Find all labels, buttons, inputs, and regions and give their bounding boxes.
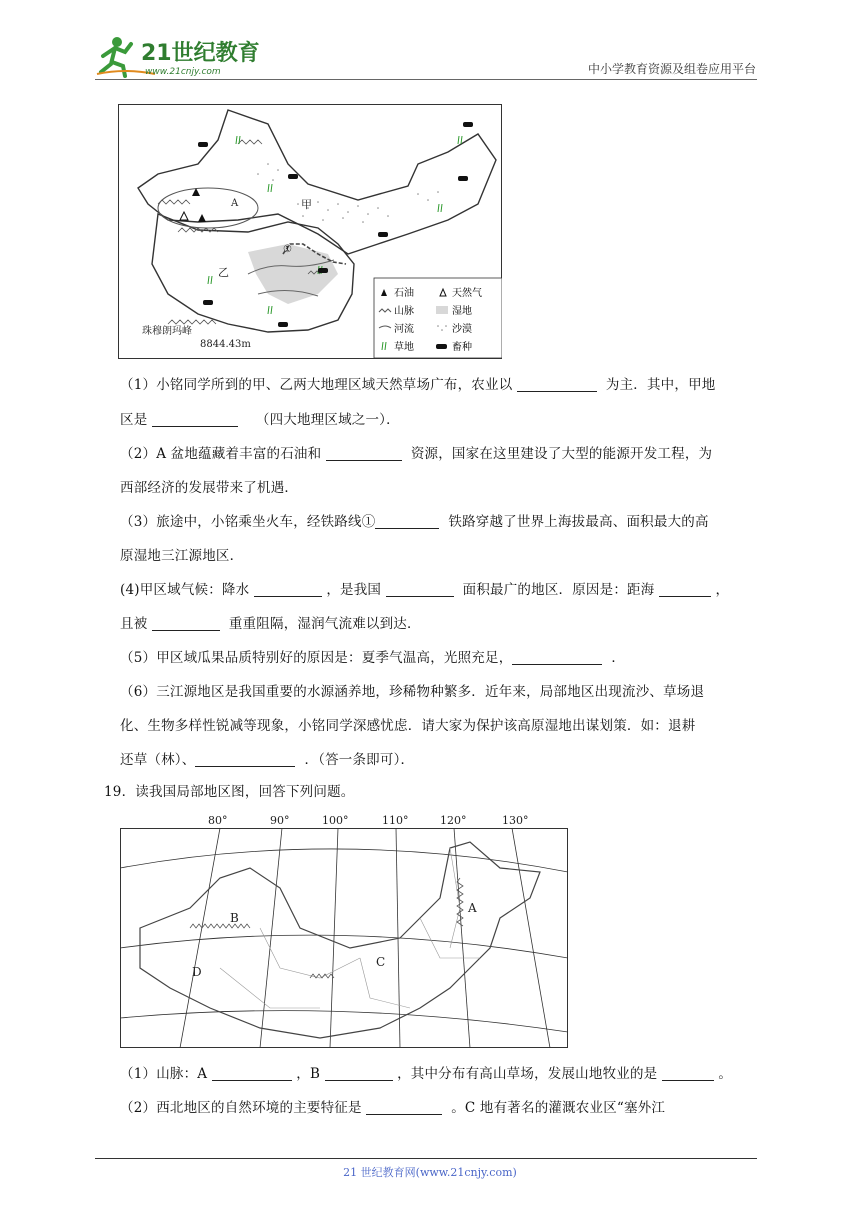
svg-text:石油: 石油 [394,288,414,299]
site-logo [95,34,260,78]
longitude-label: 130° [502,814,529,827]
peak-name: 珠穆朗玛峰 [142,326,192,337]
label-jia: 甲 [301,198,312,211]
answer-blank[interactable] [662,1066,714,1081]
map-legend [374,278,502,358]
answer-blank[interactable] [366,1100,442,1115]
answer-blank[interactable] [212,1066,292,1081]
footer-text: 21 世纪教育网(www.21cnjy.com) [343,1166,517,1179]
label-a: A [231,198,239,209]
longitude-labels [208,814,529,827]
label-b: B [230,911,239,925]
header-divider [95,79,757,80]
longitude-label: 120° [440,814,467,827]
svg-text:湿地: 湿地 [452,306,472,317]
q18-part-6: （6）三江源地区是我国重要的水源涵养地，珍稀物种繁多．近年来，局部地区出现流沙、草场退 [120,684,705,700]
svg-text:www.21cnjy.com: www.21cnjy.com [145,67,221,77]
answer-blank[interactable] [152,616,220,631]
label-circle-1: ① [283,244,292,255]
answer-blank[interactable] [325,1066,393,1081]
q18-part-1-cont: 区是 （四大地理区域之一）． [120,412,400,428]
q18-part-6-cont: 化、生物多样性锐减等现象，小铭同学深感忧虑．请大家为保护该高原湿地出谋划策．如：退耕 [120,718,696,734]
q18-part-4: (4)甲区域气候：降水 ，是我国 面积最广的地区．原因是：距海 ， [120,582,730,598]
longitude-label: 110° [382,814,409,827]
footer-divider [95,1158,757,1159]
longitude-label: 90° [270,814,290,827]
answer-blank[interactable] [326,446,402,461]
label-c: C [376,955,386,969]
livestock-icon [436,344,447,349]
answer-blank[interactable] [152,412,238,427]
longitude-label: 100° [322,814,349,827]
q18-part-1: （1）小铭同学所到的甲、乙两大地理区域天然草场广布，农业以 为主．其中，甲地 [120,377,716,393]
q19-title: 19．读我国局部地区图，回答下列问题。 [104,784,355,800]
svg-text:山脉: 山脉 [394,306,414,317]
svg-text:畜种: 畜种 [452,342,472,353]
q18-part-2: （2）A 盆地蕴藏着丰富的石油和 资源，国家在这里建设了大型的能源开发工程，为 [120,446,713,462]
q18-part-5: （5）甲区域瓜果品质特别好的原因是：夏季气温高，光照充足， ． [120,650,626,666]
q18-part-6-cont2: 还草（林）、 ．（答一条即可）． [120,752,415,768]
q18-part-3: （3）旅途中，小铭乘坐火车，经铁路线① 铁路穿越了世界上海拔最高、面积最大的高 [120,514,709,530]
label-yi: 乙 [218,266,229,279]
peak-height: 8844.43m [200,339,251,350]
wetland-icon [436,306,448,314]
svg-text:天然气: 天然气 [452,288,482,299]
answer-blank[interactable] [659,582,711,597]
label-a: A [468,901,477,915]
label-d: D [192,965,202,979]
q19-part-1: （1）山脉：A ，B ，其中分布有高山草场，发展山地牧业的是 。 [120,1066,733,1082]
answer-blank[interactable] [375,514,439,529]
q18-part-2-cont: 西部经济的发展带来了机遇． [120,480,299,496]
answer-blank[interactable] [195,752,295,767]
q18-part-4-cont: 且被 重重阻隔，湿润气流难以到达． [120,616,421,632]
china-region-map [120,808,568,1048]
longitude-label: 80° [208,814,228,827]
q18-part-3-cont: 原湿地三江源地区． [120,548,244,564]
svg-text:草地: 草地 [394,342,414,353]
q19-part-2: （2）西北地区的自然环境的主要特征是 。C 地有著名的灌溉农业区“塞外江 [120,1100,666,1116]
answer-blank[interactable] [517,377,597,392]
northwest-tibet-map [118,104,502,359]
svg-text:河流: 河流 [394,324,414,335]
answer-blank[interactable] [254,582,322,597]
answer-blank[interactable] [512,650,602,665]
svg-text:沙漠: 沙漠 [452,324,472,335]
platform-name: 中小学教育资源及组卷应用平台 [587,62,756,76]
svg-text:21世纪教育: 21世纪教育 [141,41,260,66]
answer-blank[interactable] [386,582,454,597]
